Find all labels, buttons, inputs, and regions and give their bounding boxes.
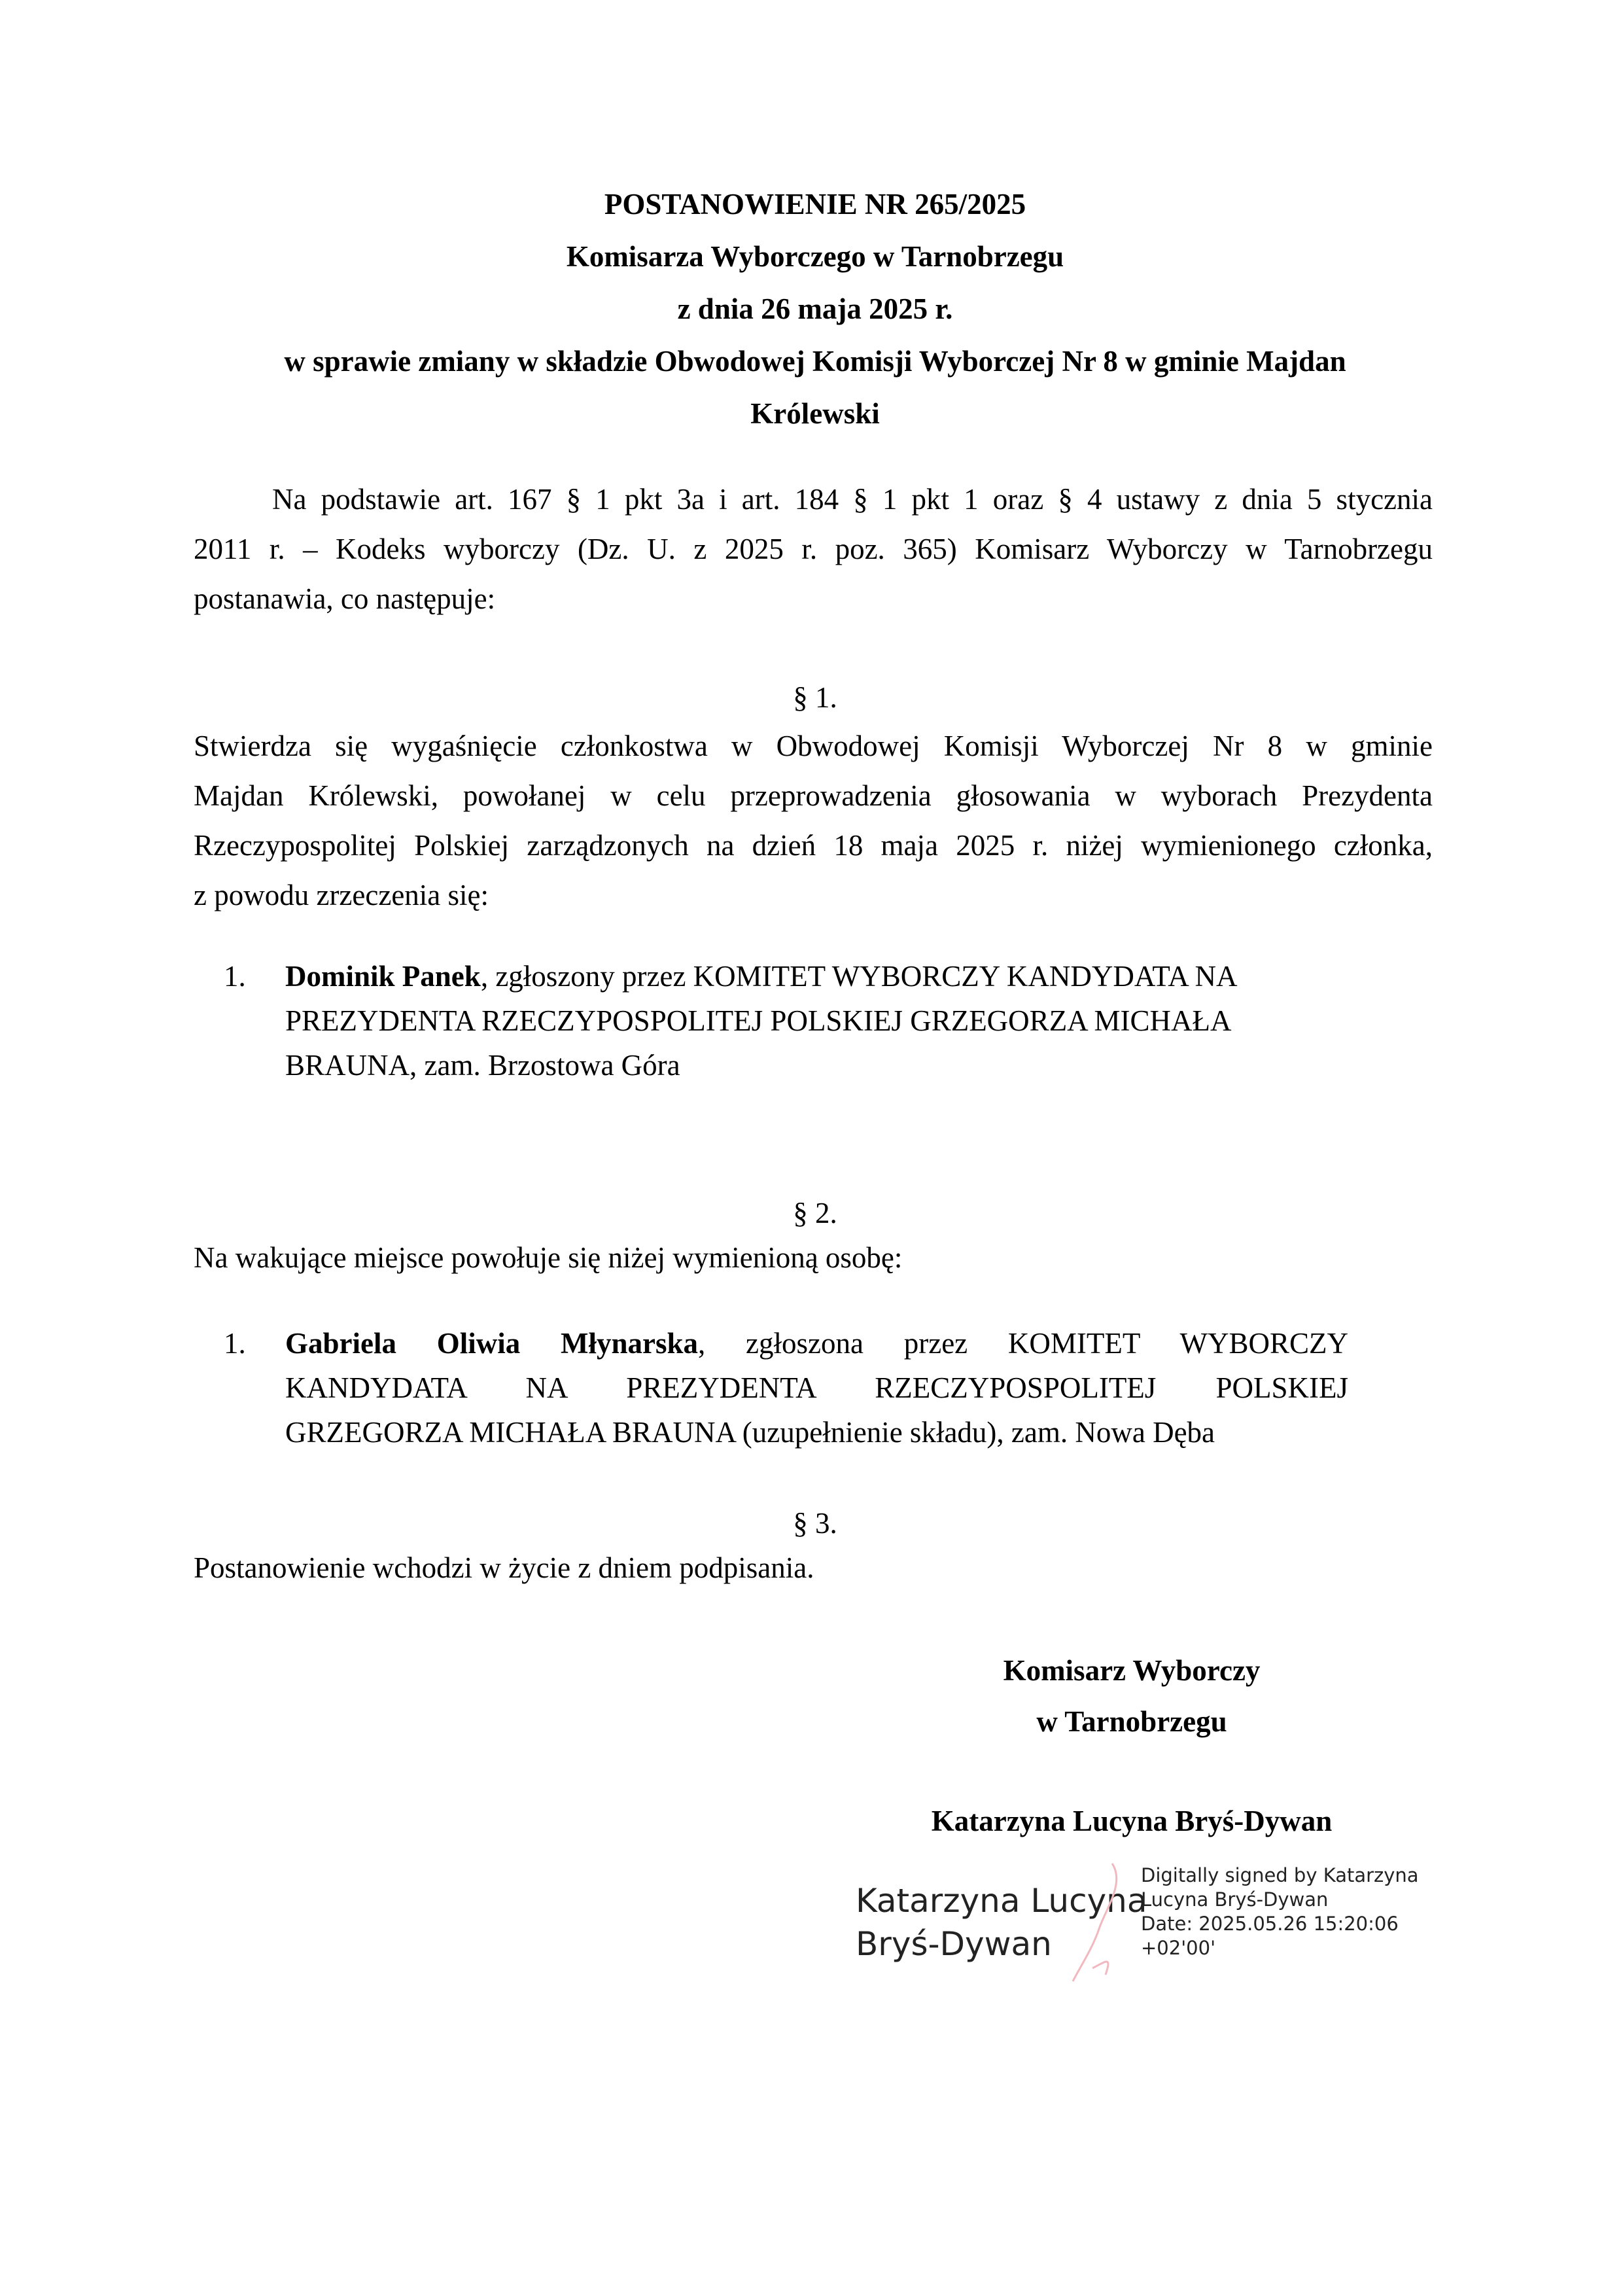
section-1-line-4: z powodu zrzeczenia się: [194,879,489,911]
section-1-line-2: Majdan Królewski, powołanej w celu przeprowadzenia głosowania w wyborach Prezydenta [194,779,1433,812]
section-3-paragraph [194,1543,1433,1593]
digital-signature-stamp [850,1857,1439,1988]
list-item-number: 1. [224,1327,246,1360]
preamble-paragraph [194,474,1433,624]
member-line-1: , zgłoszona przez KOMITET WYBORCZY [698,1327,1348,1360]
digital-signature-name: Katarzyna Lucyna Bryś-Dywan [856,1882,1147,1963]
signatory-title-line-2: w Tarnobrzegu [1036,1705,1227,1738]
digital-signature-info-line-3: Date: 2025.05.26 15:20:06 [1141,1913,1399,1935]
section-1-line-3: Rzeczypospolitej Polskiej zarządzonych na dzień 18 maja 2025 r. niżej wymienionego członka, [194,829,1433,862]
preamble-line-3: postanawia, co następuje: [194,582,496,615]
document-title [194,178,1437,440]
section-2-heading: § 2. [793,1197,837,1229]
preamble-line-2: 2011 r. – Kodeks wyborczy (Dz. U. z 2025 r. poz. 365) Komisarz Wyborczy w Tarnobrzegu [194,533,1433,565]
section-3-heading: § 3. [793,1507,837,1540]
member-name: Dominik Panek [285,960,481,993]
digital-signature-info [1141,1863,1419,1960]
section-1-heading: § 1. [793,681,837,714]
title-line-subject-cont: Królewski [750,397,880,430]
preamble-line-1: Na podstawie art. 167 § 1 pkt 3a i art. 184 § 1 pkt 1 oraz § 4 ustawy z dnia 5 stycznia [272,483,1433,516]
title-line-subject: w sprawie zmiany w składzie Obwodowej Komisji Wyborczej Nr 8 w gminie Majdan [284,345,1346,378]
signature-flourish-stroke [1073,1863,1117,1981]
member-line-3: GRZEGORZA MICHAŁA BRAUNA (uzupełnienie składu), zam. Nowa Dęba [285,1416,1215,1449]
digital-signature-info-line-2: Lucyna Bryś-Dywan [1141,1888,1329,1911]
title-line-number: POSTANOWIENIE NR 265/2025 [604,188,1026,221]
title-line-authority: Komisarza Wyborczego w Tarnobrzegu [566,240,1064,273]
title-line-date: z dnia 26 maja 2025 r. [677,292,953,325]
signatory-title [903,1645,1361,1747]
section-2-paragraph [194,1233,1433,1282]
section-1-line-1: Stwierdza się wygaśnięcie członkostwa w Obwodowej Komisji Wyborczej Nr 8 w gminie [194,730,1433,762]
member-name: Gabriela Oliwia Młynarska [285,1327,699,1360]
member-line-1: , zgłoszony przez KOMITET WYBORCZY KANDYDATA NA [480,960,1238,993]
section-1-paragraph [194,721,1433,920]
digital-signature-info-line-1: Digitally signed by Katarzyna [1141,1864,1419,1886]
section-3-line: Postanowienie wchodzi w życie z dniem podpisania. [194,1551,814,1584]
list-item-number: 1. [224,960,246,993]
member-line-3: BRAUNA, zam. Brzostowa Góra [285,1049,680,1082]
section-2-line: Na wakujące miejsce powołuje się niżej wymienioną osobę: [194,1241,903,1274]
signatory-title-line-1: Komisarz Wyborczy [1003,1654,1261,1687]
signature-flourish-icon [1066,1857,1132,1988]
member-line-2: PREZYDENTA RZECZYPOSPOLITEJ POLSKIEJ GRZEGORZA MICHAŁA [285,1004,1232,1037]
digital-signature-info-line-4: +02'00' [1141,1937,1216,1959]
signatory-name: Katarzyna Lucyna Bryś-Dywan [931,1805,1333,1837]
member-line-2: KANDYDATA NA PREZYDENTA RZECZYPOSPOLITEJ POLSKIEJ [285,1371,1348,1404]
